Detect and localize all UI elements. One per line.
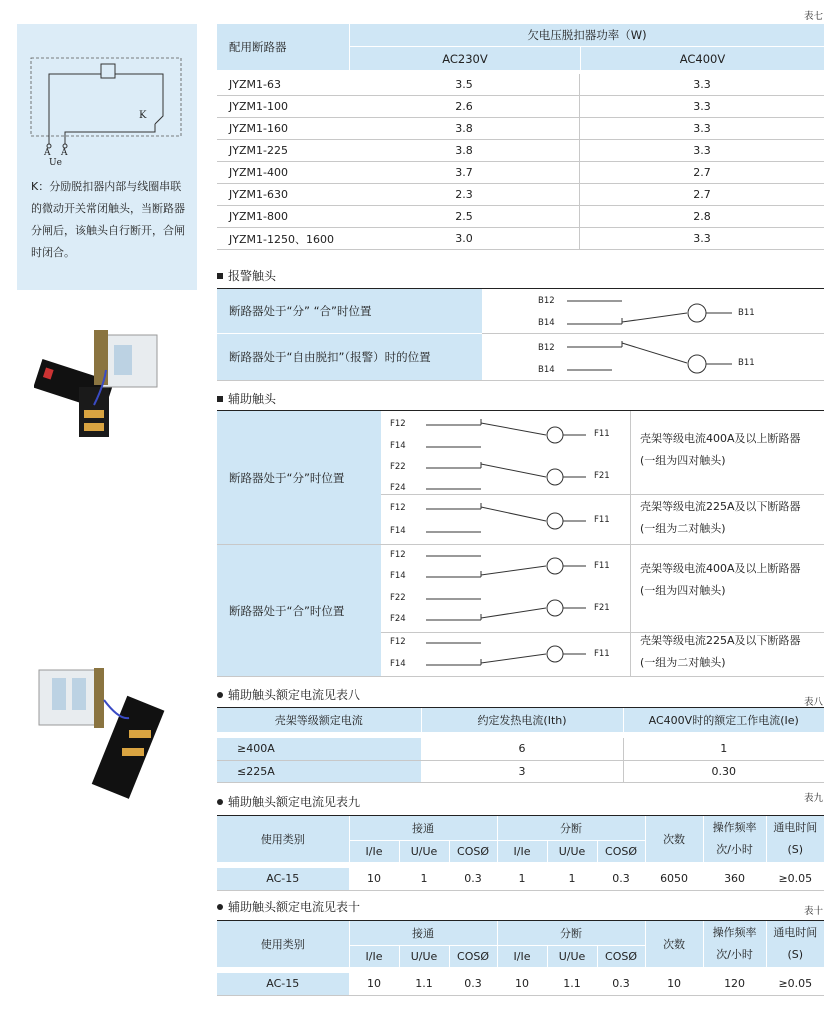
aux-contact-diagram [381,411,630,676]
table9-sub-4: I/Ie [497,840,547,862]
aux-section-title: 辅助触头 [217,390,276,407]
table7-sub-ac230: AC230V [350,47,580,70]
a2-label: A [61,148,68,158]
table7-model-cell: JYZM1-400 [229,166,288,179]
alarm-b11-b: B11 [738,358,755,368]
aux-a-f12: F12 [390,419,406,429]
table9-use-header: 使用类别 [217,816,349,862]
table10-row-5: 1.1 [547,973,597,995]
table7-ac230-cell: 3.0 [349,228,580,249]
alarm-contact-product-image [34,325,184,460]
aux-a-f11: F11 [594,429,610,439]
table10-on-header: 通电时间 (S) [766,921,824,967]
alarm-row2-label: 断路器处于“自由脱扣”（报警）时的位置 [217,334,482,380]
table7-ac400-cell: 2.8 [693,210,711,223]
table7-model-cell: JYZM1-160 [229,122,288,135]
table7-model-cell: JYZM1-63 [229,78,281,91]
table10-row-4: 10 [497,973,547,995]
alarm-b14-a: B14 [538,318,555,328]
table10-sub-4: I/Ie [497,945,547,967]
k-label: K [139,110,147,121]
aux-c-f22: F22 [390,593,406,603]
table9-row-2: 1 [399,868,449,890]
table8 [217,708,824,783]
table10-row-1: 10 [349,973,399,995]
table10-title: 辅助触头额定电流见表十 [217,898,360,915]
aux-open-label: 断路器处于“分”时位置 [217,411,381,544]
aux-a-f22: F22 [390,462,406,472]
table10-row-3: 0.3 [449,973,497,995]
table9-break-header: 分断 [497,816,645,840]
table10-sub-3: COSØ [449,945,497,967]
aux-desc-400-a: 壳架等级电流400A及以上断路器(一组为四对触头) [640,432,801,467]
table7-tag: 表七 [804,11,824,22]
table7-body [217,74,824,250]
table8-header-3: AC400V时的额定工作电流(Ie) [623,708,824,732]
table9-tag: 表九 [804,793,824,804]
table9-sub-6: COSØ [597,840,645,862]
table10-freq-header: 操作频率 次/小时 [703,921,766,967]
alarm-b12-b: B12 [538,343,555,353]
table9-row-0: AC-15 [217,868,349,890]
table8-r2-c3: 0.30 [623,760,824,782]
table10-tag: 表十 [804,906,824,917]
table7-row [217,206,824,228]
alarm-row1-label: 断路器处于“分” “合”时位置 [217,289,482,333]
table8-tag: 表八 [804,697,824,708]
diagram-note: K：分励脱扣器内部与线圈串联的微动开关常闭触头，当断路器分闸后，该触头自行断开，合闸时闭合。 [31,180,185,259]
table10-row-7: 10 [645,973,703,995]
table7-row [217,228,824,250]
table7-row [217,162,824,184]
table10-sub-5: U/Ue [547,945,597,967]
aux-c-f11: F11 [594,561,610,571]
table7-ac230-cell: 3.8 [349,140,580,161]
table7-col-header: 配用断路器 [229,40,287,54]
alarm-section-title: 报警触头 [217,267,276,284]
table9-row-9: ≥0.05 [766,868,824,890]
alarm-b12-a: B12 [538,296,555,306]
table9-row-3: 0.3 [449,868,497,890]
aux-d-f14: F14 [390,659,406,669]
table9-title: 辅助触头额定电流见表九 [217,793,360,810]
table9-sub-3: COSØ [449,840,497,862]
aux-desc-225-a: 壳架等级电流225A及以下断路器(一组为二对触头) [640,500,801,535]
table7-model-cell: JYZM1-800 [229,210,288,223]
table8-header-1: 壳架等级额定电流 [217,708,421,732]
table7-row [217,118,824,140]
alarm-contact-diagram-normal [482,289,824,380]
table9-freq-header: 操作频率 次/小时 [703,816,766,862]
table9-make-header: 接通 [349,816,497,840]
table10-row-2: 1.1 [399,973,449,995]
aux-a-f24: F24 [390,483,406,493]
aux-d-f11: F11 [594,649,610,659]
table7-ac230-cell: 2.5 [349,206,580,227]
table7-row [217,140,824,162]
table7-ac400-cell: 2.7 [693,188,711,201]
table9-sub-2: U/Ue [399,840,449,862]
aux-b-f11: F11 [594,515,610,525]
table7-sub-ac400: AC400V [581,47,824,70]
table7-ac400-cell: 3.3 [693,78,711,91]
alarm-b14-b: B14 [538,365,555,375]
table10-sub-1: I/Ie [349,945,399,967]
aux-c-f14: F14 [390,571,406,581]
diagram-panel [17,24,197,290]
ue-label: Ue [49,158,62,168]
table9-row-7: 6050 [645,868,703,890]
table7-model-cell: JYZM1-225 [229,144,288,157]
table8-r2-c1: ≤225A [217,760,421,782]
table10 [217,921,824,996]
table7-ac400-cell: 3.3 [693,144,711,157]
aux-desc-225-b: 壳架等级电流225A及以下断路器(一组为二对触头) [640,634,801,669]
aux-a-f14: F14 [390,441,406,451]
table7-row [217,96,824,118]
table8-header-2: 约定发热电流(Ith) [421,708,623,732]
table9 [217,816,824,891]
table10-row-8: 120 [703,973,766,995]
table7-ac230-cell: 2.6 [349,96,580,117]
table8-r1-c3: 1 [623,738,824,760]
table9-sub-5: U/Ue [547,840,597,862]
table10-row-9: ≥0.05 [766,973,824,995]
aux-c-f24: F24 [390,614,406,624]
table7-row [217,74,824,96]
table7-model-cell: JYZM1-630 [229,188,288,201]
table7-ac230-cell: 3.7 [349,162,580,183]
aux-c-f12: F12 [390,550,406,560]
table9-row-4: 1 [497,868,547,890]
aux-closed-label: 断路器处于“合”时位置 [217,545,381,676]
table10-count-header: 次数 [645,921,703,967]
aux-desc-400-b: 壳架等级电流400A及以上断路器(一组为四对触头) [640,562,801,597]
table7-ac230-cell: 3.8 [349,118,580,139]
table8-title: 辅助触头额定电流见表八 [217,686,360,703]
table10-use-header: 使用类别 [217,921,349,967]
table10-sub-2: U/Ue [399,945,449,967]
table7-row [217,184,824,206]
table7-model-cell: JYZM1-1250、1600 [229,232,334,246]
table9-count-header: 次数 [645,816,703,862]
table10-row-6: 0.3 [597,973,645,995]
aux-d-f12: F12 [390,637,406,647]
table7-ac400-cell: 3.3 [693,122,711,135]
aux-b-f12: F12 [390,503,406,513]
table7-ac400-cell: 3.3 [693,100,711,113]
table9-on-header: 通电时间 (S) [766,816,824,862]
table10-row-0: AC-15 [217,973,349,995]
table10-sub-6: COSØ [597,945,645,967]
table7-ac230-cell: 3.5 [349,74,580,95]
aux-b-f14: F14 [390,526,406,536]
aux-contact-product-image [34,660,184,800]
table7-ac400-cell: 3.3 [693,232,711,245]
aux-c-f21: F21 [594,603,610,613]
table8-r1-c2: 6 [421,738,623,760]
table10-break-header: 分断 [497,921,645,945]
table7-ac400-cell: 2.7 [693,166,711,179]
a1-label: A [44,148,51,158]
table7-power-header: 欠电压脱扣器功率（W) [350,24,824,46]
table9-row-8: 360 [703,868,766,890]
table8-r1-c1: ≥400A [217,738,421,760]
alarm-b11-a: B11 [738,308,755,318]
table10-make-header: 接通 [349,921,497,945]
table8-r2-c2: 3 [421,760,623,782]
table7-ac230-cell: 2.3 [349,184,580,205]
table9-row-1: 10 [349,868,399,890]
aux-a-f21: F21 [594,471,610,481]
table9-row-5: 1 [547,868,597,890]
table9-row-6: 0.3 [597,868,645,890]
table9-sub-1: I/Ie [349,840,399,862]
table7-model-cell: JYZM1-100 [229,100,288,113]
